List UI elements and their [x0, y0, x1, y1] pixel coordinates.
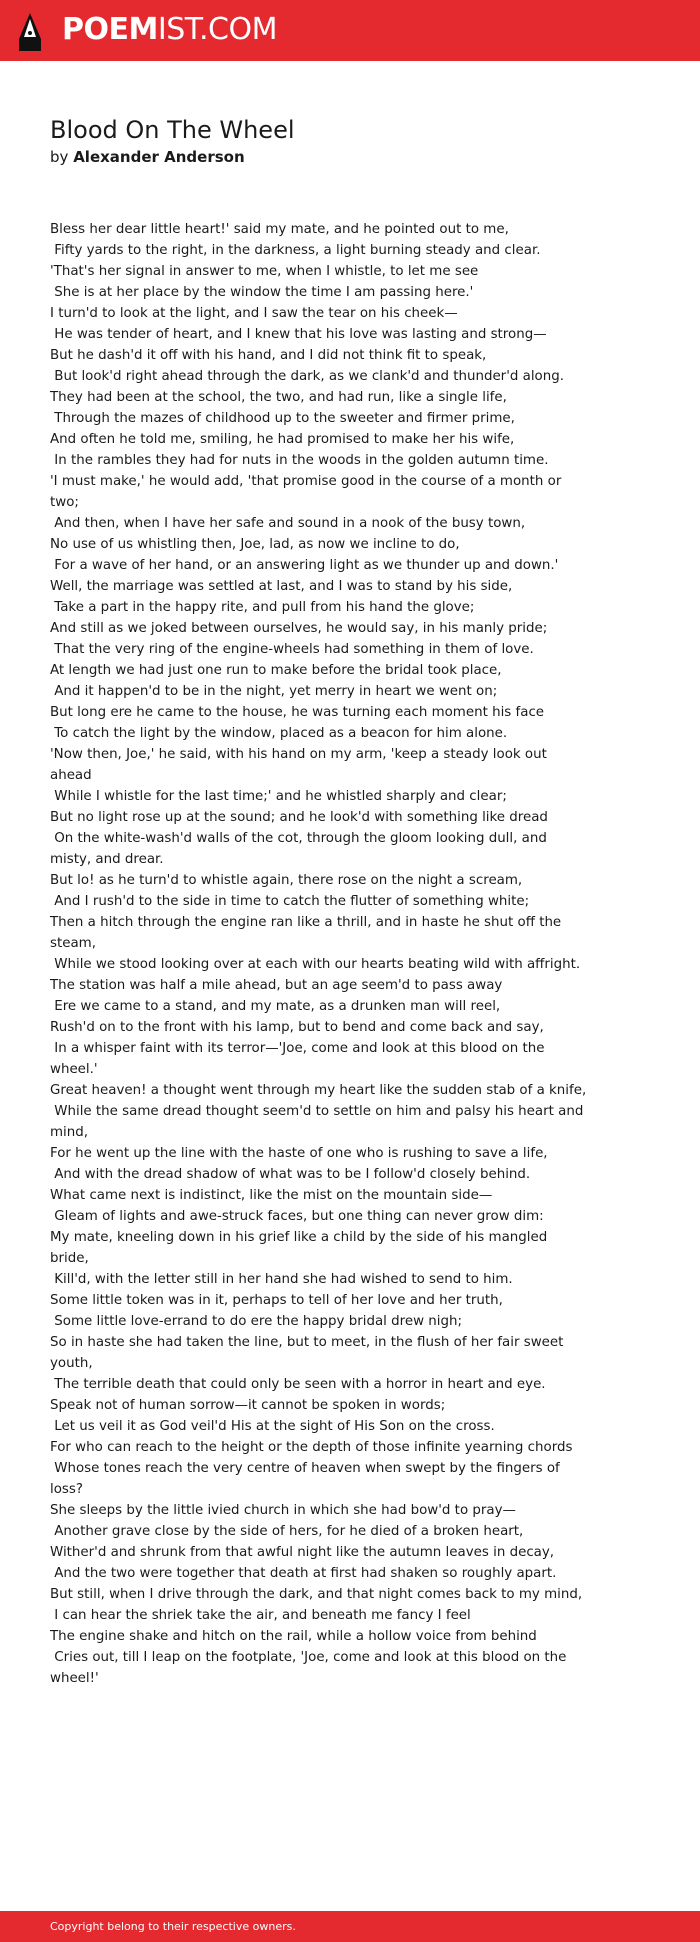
poem-line: But still, when I drive through the dark, and that night comes back to my mind,	[50, 1587, 583, 1602]
author-name[interactable]: Alexander Anderson	[73, 148, 245, 166]
poem-line: While I whistle for the last time;' and he whistled sharply and clear;	[50, 789, 507, 804]
by-label: by	[50, 148, 69, 166]
poem-line: And still as we joked between ourselves, he would say, in his manly pride;	[50, 621, 548, 636]
poem-line: On the white-wash'd walls of the cot, through the gloom looking dull, and misty, and drear.	[50, 831, 552, 867]
poem-line: Kill'd, with the letter still in her hand she had wished to send to him.	[50, 1272, 513, 1287]
poem-line: The terrible death that could only be seen with a horror in heart and eye.	[50, 1377, 546, 1392]
poem-line: And then, when I have her safe and sound in a nook of the busy town,	[50, 516, 526, 531]
logo-light-text: IST.COM	[157, 12, 277, 47]
poem-line: No use of us whistling then, Joe, lad, as now we incline to do,	[50, 537, 460, 552]
poem-line: 'Now then, Joe,' he said, with his hand on my arm, 'keep a steady look out ahead	[50, 747, 552, 783]
site-header	[0, 0, 700, 61]
poem-line: 'I must make,' he would add, 'that promise good in the course of a month or two;	[50, 474, 566, 510]
poem-line: Another grave close by the side of hers, for he died of a broken heart,	[50, 1524, 524, 1539]
copyright-text: Copyright belong to their respective owners.	[50, 1920, 296, 1933]
poem-line: Whose tones reach the very centre of heaven when swept by the fingers of loss?	[50, 1461, 565, 1497]
pen-nib-icon[interactable]	[17, 13, 43, 51]
poem-line: 'That's her signal in answer to me, when I whistle, to let me see	[50, 264, 479, 279]
poem-line: Fifty yards to the right, in the darkness, a light burning steady and clear.	[50, 243, 541, 258]
poem-line: In a whisper faint with its terror—'Joe, come and look at this blood on the wheel.'	[50, 1041, 549, 1077]
poem-line: Some little token was in it, perhaps to tell of her love and her truth,	[50, 1293, 503, 1308]
poem-line: At length we had just one run to make before the bridal took place,	[50, 663, 502, 678]
poem-line: While the same dread thought seem'd to settle on him and palsy his heart and mind,	[50, 1104, 588, 1140]
poem-line: Take a part in the happy rite, and pull from his hand the glove;	[50, 600, 475, 615]
poem-line: Gleam of lights and awe-struck faces, but one thing can never grow dim:	[50, 1209, 544, 1224]
poem-line: While we stood looking over at each with our hearts beating wild with affright.	[50, 957, 581, 972]
poem-line: And the two were together that death at first had shaken so roughly apart.	[50, 1566, 557, 1581]
poem-title: Blood On The Wheel	[50, 116, 295, 144]
poem-line: In the rambles they had for nuts in the woods in the golden autumn time.	[50, 453, 549, 468]
poem-line: Bless her dear little heart!' said my mate, and he pointed out to me,	[50, 222, 509, 237]
poem-line: Cries out, till I leap on the footplate, 'Joe, come and look at this blood on the wheel!'	[50, 1650, 571, 1686]
poem-line: For who can reach to the height or the depth of those infinite yearning chords	[50, 1440, 573, 1455]
poem-line: What came next is indistinct, like the mist on the mountain side—	[50, 1188, 493, 1203]
poem-line: And with the dread shadow of what was to be I follow'd closely behind.	[50, 1167, 531, 1182]
poem-line: But lo! as he turn'd to whistle again, there rose on the night a scream,	[50, 873, 523, 888]
poem-line: But he dash'd it off with his hand, and I did not think fit to speak,	[50, 348, 487, 363]
poem-body	[50, 219, 590, 1689]
poem-line: But long ere he came to the house, he was turning each moment his face	[50, 705, 545, 720]
site-footer	[0, 1911, 700, 1942]
poem-line: He was tender of heart, and I knew that his love was lasting and strong—	[50, 327, 547, 342]
poem-line: And often he told me, smiling, he had promised to make her his wife,	[50, 432, 515, 447]
poem-line: They had been at the school, the two, and had run, like a single life,	[50, 390, 507, 405]
byline	[50, 146, 650, 168]
poem-line: I can hear the shriek take the air, and beneath me fancy I feel	[50, 1608, 471, 1623]
poem-line: Through the mazes of childhood up to the sweeter and firmer prime,	[50, 411, 515, 426]
poem-line: The station was half a mile ahead, but an age seem'd to pass away	[50, 978, 503, 993]
poem-line: Ere we came to a stand, and my mate, as a drunken man will reel,	[50, 999, 501, 1014]
poem-line: She is at her place by the window the time I am passing here.'	[50, 285, 474, 300]
poem-line: Wither'd and shrunk from that awful night like the autumn leaves in decay,	[50, 1545, 555, 1560]
poem-line: The engine shake and hitch on the rail, while a hollow voice from behind	[50, 1629, 537, 1644]
poem-line: Rush'd on to the front with his lamp, but to bend and come back and say,	[50, 1020, 544, 1035]
poem-line: That the very ring of the engine-wheels had something in them of love.	[50, 642, 534, 657]
poem-line: But look'd right ahead through the dark, as we clank'd and thunder'd along.	[50, 369, 564, 384]
logo-bold-text: POEM	[62, 12, 158, 47]
poem-line: Well, the marriage was settled at last, and I was to stand by his side,	[50, 579, 513, 594]
poem-line: For a wave of her hand, or an answering light as we thunder up and down.'	[50, 558, 559, 573]
poem-line: For he went up the line with the haste of one who is rushing to save a life,	[50, 1146, 548, 1161]
poem-line: So in haste she had taken the line, but to meet, in the flush of her fair sweet youth,	[50, 1335, 568, 1371]
poem-line: To catch the light by the window, placed as a beacon for him alone.	[50, 726, 508, 741]
poem-line: Great heaven! a thought went through my heart like the sudden stab of a knife,	[50, 1083, 587, 1098]
poem-line: Then a hitch through the engine ran like a thrill, and in haste he shut off the steam,	[50, 915, 566, 951]
poem-line: Let us veil it as God veil'd His at the sight of His Son on the cross.	[50, 1419, 495, 1434]
poem-line: My mate, kneeling down in his grief like a child by the side of his mangled bride,	[50, 1230, 552, 1266]
poem-line: I turn'd to look at the light, and I saw the tear on his cheek—	[50, 306, 458, 321]
poem-line: But no light rose up at the sound; and he look'd with something like dread	[50, 810, 548, 825]
poem-line: Some little love-errand to do ere the happy bridal drew nigh;	[50, 1314, 462, 1329]
site-logo[interactable]	[62, 13, 277, 47]
poem-line: And it happen'd to be in the night, yet merry in heart we went on;	[50, 684, 498, 699]
poem-header	[50, 115, 650, 168]
poem-line: She sleeps by the little ivied church in which she had bow'd to pray—	[50, 1503, 516, 1518]
poem-line: Speak not of human sorrow—it cannot be spoken in words;	[50, 1398, 446, 1413]
poem-line: And I rush'd to the side in time to catch the flutter of something white;	[50, 894, 530, 909]
